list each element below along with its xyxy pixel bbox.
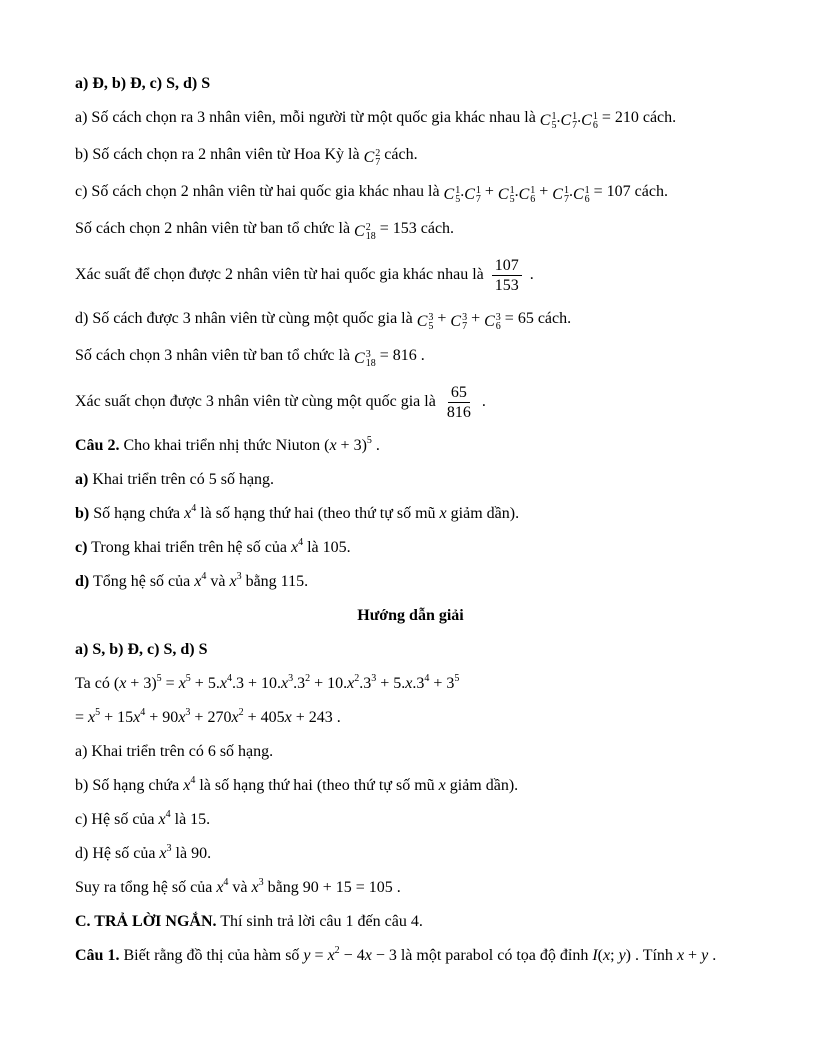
combination-letter: C (518, 186, 530, 203)
combination-superscript: 1 (563, 185, 569, 196)
combination-letter: C (572, 186, 584, 203)
combination-letter: C (539, 112, 551, 129)
paragraph-line (75, 810, 746, 830)
superscript: 3 (258, 877, 264, 888)
text-run: + 90 (145, 709, 179, 726)
text-run: + 15 (100, 709, 134, 726)
text-run: là 105. (303, 539, 351, 556)
math-variable: x (216, 879, 224, 896)
math-variable: x (329, 437, 337, 454)
fraction-numerator: 107 (492, 256, 522, 276)
text-run: = 210 cách. (597, 109, 677, 126)
text-run: Tổng hệ số của (89, 573, 195, 590)
math-variable: x (438, 777, 446, 794)
text-run: là số hạng thứ hai (theo thứ tự số mũ (195, 777, 439, 794)
combination-letter: C (552, 186, 563, 203)
bold-text: c) (75, 539, 88, 556)
combination-superscript: 2 (365, 222, 371, 233)
text-run: + 3) (126, 675, 157, 692)
superscript: 2 (238, 707, 244, 718)
math-variable: x (158, 811, 166, 828)
superscript: 3 (185, 707, 191, 718)
combination-subscript: 7 (462, 321, 468, 332)
combination-subscript: 6 (495, 321, 501, 332)
paragraph-line (75, 844, 746, 864)
combination-superscript: 1 (572, 111, 578, 122)
combination-symbol (464, 185, 481, 205)
text-run: . (477, 393, 486, 411)
text-run: + 10. (310, 675, 348, 692)
text-run: = (75, 709, 89, 726)
superscript: 4 (191, 503, 197, 514)
paragraph-line (75, 470, 746, 490)
text-run: giảm dần). (446, 505, 520, 522)
paragraph-line (75, 708, 746, 728)
text-run: = 153 cách. (375, 220, 455, 237)
text-run: + 3 (429, 675, 455, 692)
superscript: 3 (371, 673, 377, 684)
paragraph-line (75, 640, 746, 660)
text-run: .3 (359, 675, 372, 692)
superscript: 4 (424, 673, 430, 684)
text-run: + (467, 310, 485, 327)
superscript: 3 (288, 673, 294, 684)
combination-superscript: 1 (592, 111, 598, 122)
text-run: Cho khai triển nhị thức Niuton ( (119, 437, 330, 454)
combination-subscript: 7 (572, 120, 578, 131)
math-variable: x (219, 675, 227, 692)
combination-letter: C (581, 112, 592, 129)
combination-subscript: 6 (592, 120, 598, 131)
math-variable: x (184, 505, 192, 522)
math-variable: x (159, 845, 167, 862)
text-run: Khai triển trên có 5 số hạng. (88, 471, 275, 488)
combination-letter: C (464, 186, 475, 203)
paragraph-line (75, 946, 746, 966)
text-run: + (684, 947, 702, 964)
fraction (444, 383, 474, 422)
superscript: 2 (334, 945, 340, 956)
combination-letter: C (450, 313, 462, 330)
paragraph-line (75, 504, 746, 524)
combination-superscript: 1 (530, 185, 536, 196)
text-run: Thí sinh trả lời câu 1 đến câu 4. (216, 913, 423, 930)
text-run: − 4 (339, 947, 365, 964)
text-run: Biết rằng đồ thị của hàm số (119, 947, 304, 964)
paragraph-line (75, 912, 746, 932)
math-variable: y (618, 947, 626, 964)
superscript: 5 (454, 673, 460, 684)
combination-superscript: 3 (365, 349, 371, 360)
math-variable: x (178, 709, 186, 726)
paragraph-line (75, 346, 746, 369)
math-variable: x (251, 879, 259, 896)
combination-letter: C (363, 149, 375, 166)
text-run: Xác suất chọn được 3 nhân viên từ cùng một quốc gia là (75, 393, 440, 411)
combination-subscript: 6 (584, 194, 590, 205)
math-variable: y (303, 947, 311, 964)
text-run: . (568, 183, 573, 200)
superscript: 4 (190, 775, 196, 786)
text-run: d) Số cách được 3 nhân viên từ cùng một quốc gia là (75, 310, 417, 327)
text-run: . (514, 183, 519, 200)
combination-letter: C (484, 313, 495, 330)
combination-superscript: 3 (462, 312, 468, 323)
math-variable: x (229, 573, 237, 590)
math-variable: x (290, 539, 299, 556)
combination-subscript: 18 (365, 231, 376, 242)
math-variable: x (439, 505, 447, 522)
bold-text: a) S, b) Đ, c) S, d) S (75, 641, 208, 658)
paragraph-line (75, 219, 746, 242)
text-run: c) Hệ số của (75, 811, 159, 828)
fraction-denominator: 816 (446, 404, 471, 421)
text-run: − 3 là một parabol có tọa độ đỉnh (371, 947, 593, 964)
math-variable: x (284, 709, 292, 726)
combination-symbol (560, 111, 577, 131)
text-run: . (525, 266, 534, 284)
math-variable: x (183, 777, 191, 794)
text-run: + (433, 310, 451, 327)
paragraph-line (75, 182, 746, 205)
text-run: a) Khai triển trên có 6 số hạng. (75, 743, 274, 760)
combination-superscript: 1 (509, 185, 515, 196)
combination-letter: C (416, 313, 428, 330)
text-run: . (371, 437, 380, 454)
superscript: 4 (140, 707, 146, 718)
text-run: + 270 (190, 709, 232, 726)
text-run: và (206, 573, 230, 590)
combination-superscript: 1 (551, 111, 557, 122)
text-run: . (460, 183, 465, 200)
superscript: 3 (236, 571, 242, 582)
paragraph-line (75, 776, 746, 796)
combination-letter: C (560, 112, 572, 129)
combination-subscript: 7 (375, 157, 381, 168)
text-run: b) Số cách chọn ra 2 nhân viên từ Hoa Kỳ là (75, 146, 364, 163)
text-run: = 65 cách. (500, 310, 572, 327)
bold-text: Câu 2. (75, 437, 120, 454)
combination-subscript: 5 (509, 194, 515, 205)
combination-superscript: 3 (495, 312, 501, 323)
combination-superscript: 2 (375, 148, 381, 159)
text-run: Suy ra tổng hệ số của (75, 879, 217, 896)
superscript: 4 (223, 877, 229, 888)
bold-text: b) (75, 505, 90, 522)
superscript: 5 (156, 673, 162, 684)
bold-text: Câu 1. (75, 947, 120, 964)
bold-text: a) (75, 471, 89, 488)
combination-superscript: 3 (428, 312, 434, 323)
combination-symbol (498, 185, 515, 205)
text-run: là số hạng thứ hai (theo thứ tự số mũ (196, 505, 440, 522)
combination-symbol (519, 185, 536, 205)
paragraph-line (75, 74, 746, 94)
text-run: bằng 115. (241, 573, 309, 590)
math-variable: y (701, 947, 709, 964)
math-variable: x (133, 709, 141, 726)
text-run: d) Hệ số của (75, 845, 160, 862)
paragraph-line (75, 436, 746, 456)
text-run: + 3) (336, 437, 367, 454)
text-run: Số hạng chứa (89, 505, 185, 522)
text-run: là 90. (171, 845, 212, 862)
text-run: Số cách chọn 3 nhân viên từ ban tổ chức là (75, 347, 355, 364)
superscript: 4 (226, 673, 232, 684)
text-run: Ta có ( (75, 675, 120, 692)
combination-letter: C (497, 186, 509, 203)
combination-letter: C (443, 186, 455, 203)
math-variable: x (88, 709, 96, 726)
fraction-denominator: 153 (494, 277, 519, 294)
math-variable: x (119, 675, 127, 692)
text-run: = 816 . (375, 347, 425, 364)
combination-superscript: 1 (584, 185, 590, 196)
combination-subscript: 5 (551, 120, 557, 131)
math-variable: I (592, 947, 598, 964)
math-variable: x (231, 709, 239, 726)
text-run: = (161, 675, 179, 692)
text-run: ( (597, 947, 603, 964)
text-run: b) Số hạng chứa (75, 777, 184, 794)
combination-symbol (581, 111, 598, 131)
bold-text: d) (75, 573, 90, 590)
superscript: 5 (185, 673, 191, 684)
superscript: 4 (201, 571, 207, 582)
math-variable: x (280, 675, 289, 692)
text-run: .3 (293, 675, 306, 692)
combination-scripts (366, 223, 376, 241)
combination-symbol (364, 148, 381, 168)
fraction-numerator: 65 (448, 383, 470, 403)
text-run: + 5. (376, 675, 406, 692)
combination-symbol (444, 185, 461, 205)
superscript: 3 (166, 843, 172, 854)
combination-symbol (552, 185, 569, 205)
text-run: + 405 (243, 709, 285, 726)
paragraph-line (75, 145, 746, 168)
combination-scripts (366, 350, 376, 368)
combination-subscript: 6 (530, 194, 536, 205)
combination-letter: C (354, 223, 365, 240)
bold-text: C. TRẢ LỜI NGẮN. (75, 913, 217, 930)
text-run: + 5. (190, 675, 220, 692)
text-run: + (535, 183, 553, 200)
superscript: 2 (305, 673, 311, 684)
combination-symbol (417, 312, 434, 332)
superscript: 4 (298, 537, 304, 548)
combination-subscript: 5 (455, 194, 461, 205)
math-variable: x (405, 675, 413, 692)
text-run: c) Số cách chọn 2 nhân viên từ hai quốc gia khác nhau là (75, 183, 444, 200)
paragraph-line (75, 606, 746, 626)
text-run: ) . Tính (625, 947, 677, 964)
combination-subscript: 7 (475, 194, 481, 205)
fraction (492, 256, 522, 295)
combination-letter: C (354, 350, 365, 367)
math-variable: x (364, 947, 372, 964)
paragraph-line (75, 256, 746, 295)
math-variable: x (603, 947, 611, 964)
text-run: .3 + 10. (231, 675, 281, 692)
text-run: Trong khai triển trên hệ số của (87, 539, 291, 556)
text-run: + 243 . (291, 709, 341, 726)
paragraph-line (75, 572, 746, 592)
combination-symbol (573, 185, 590, 205)
text-run: bằng 90 + 15 = 105 . (263, 879, 401, 896)
combination-superscript: 1 (475, 185, 481, 196)
math-variable: x (194, 573, 202, 590)
combination-symbol (354, 349, 376, 369)
text-run: và (228, 879, 252, 896)
text-run: = 107 cách. (589, 183, 668, 200)
paragraph-line (75, 538, 746, 558)
combination-symbol (540, 111, 557, 131)
math-variable: x (178, 675, 186, 692)
document-body (75, 74, 746, 966)
superscript: 4 (165, 809, 171, 820)
combination-superscript: 1 (455, 185, 461, 196)
combination-symbol (450, 312, 467, 332)
text-run: . (708, 947, 717, 964)
math-variable: x (676, 947, 685, 964)
combination-subscript: 7 (563, 194, 569, 205)
text-run: .3 (412, 675, 425, 692)
text-run: a) Số cách chọn ra 3 nhân viên, mỗi người từ một quốc gia khác nhau là (75, 109, 540, 126)
text-run: . (577, 109, 582, 126)
combination-symbol (484, 312, 501, 332)
combination-symbol (354, 222, 376, 242)
text-run: cách. (380, 146, 418, 163)
bold-text: Hướng dẫn giải (357, 607, 464, 624)
superscript: 2 (354, 673, 360, 684)
paragraph-line (75, 878, 746, 898)
text-run: ; (610, 947, 619, 964)
combination-subscript: 18 (365, 358, 376, 369)
math-variable: x (327, 947, 335, 964)
superscript: 5 (95, 707, 101, 718)
text-run: Xác suất để chọn được 2 nhân viên từ hai quốc gia khác nhau là (75, 266, 488, 284)
paragraph-line (75, 108, 746, 131)
paragraph-line (75, 383, 746, 422)
text-run: = (310, 947, 328, 964)
text-run: là 15. (170, 811, 211, 828)
paragraph-line (75, 674, 746, 694)
text-run: + (480, 183, 498, 200)
superscript: 5 (366, 435, 372, 446)
bold-text: a) Đ, b) Đ, c) S, d) S (75, 75, 211, 92)
combination-subscript: 5 (428, 321, 434, 332)
text-run: . (556, 109, 561, 126)
paragraph-line (75, 742, 746, 762)
text-run: Số cách chọn 2 nhân viên từ ban tổ chức là (75, 220, 355, 237)
paragraph-line (75, 309, 746, 332)
math-variable: x (347, 675, 355, 692)
text-run: giảm dần). (445, 777, 519, 794)
